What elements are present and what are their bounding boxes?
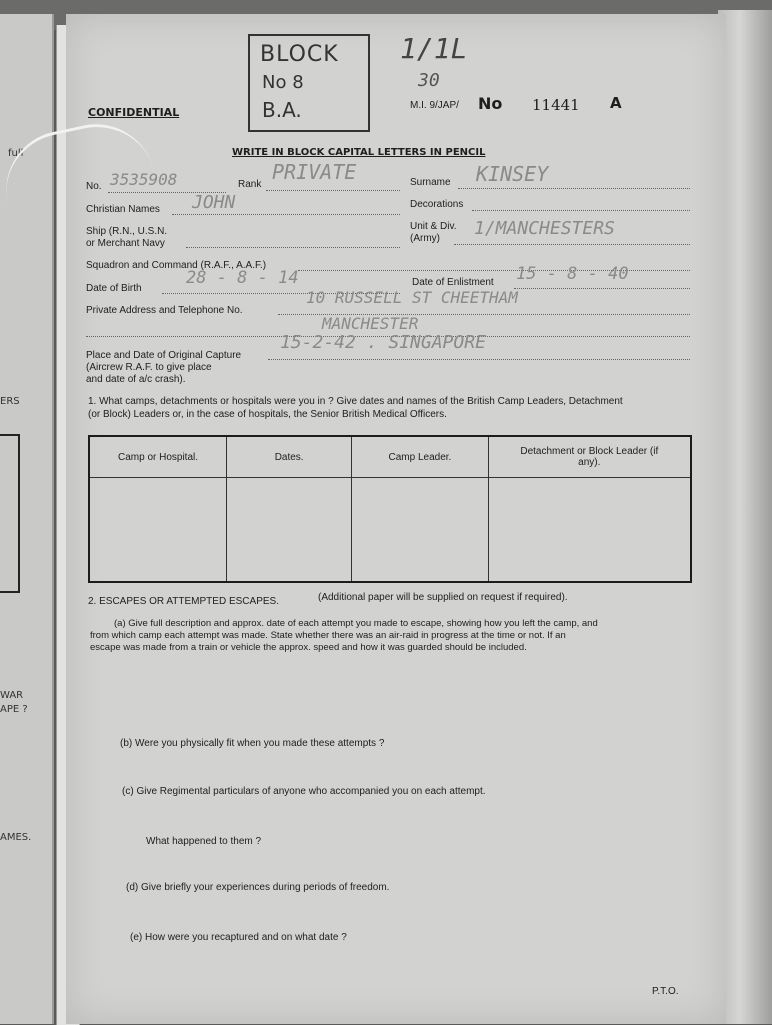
capture-value: 15-2-42 . SINGAPORE	[280, 332, 486, 353]
ship-field-line	[186, 247, 400, 248]
address-value-line2: MANCHESTER	[322, 314, 419, 333]
question-2c-text: (c) Give Regimental particulars of anyone who accompanied you on each attempt.	[122, 786, 486, 797]
rank-value: PRIVATE	[272, 160, 357, 184]
decorations-label: Decorations	[410, 199, 464, 210]
squadron-label: Squadron and Command (R.A.F., A.A.F.)	[86, 260, 267, 271]
christian-names-label: Christian Names	[86, 204, 160, 215]
number-label: No	[478, 94, 503, 113]
question-2e-text: (e) How were you recaptured and on what date ?	[130, 932, 347, 943]
capture-field-line	[268, 359, 690, 360]
date-of-birth-value: 28 - 8 - 14	[186, 268, 299, 288]
question-2b-text: (b) Were you physically fit when you made these attempts ?	[120, 738, 385, 749]
camp-cell	[89, 478, 227, 583]
camp-header: Camp or Hospital.	[89, 436, 227, 478]
left-page-fragment: APE ?	[0, 704, 28, 715]
form-number: 11441	[532, 96, 580, 114]
service-number-value: 3535908	[110, 170, 178, 189]
ship-label: Ship (R.N., U.S.N.	[86, 226, 168, 237]
question-2d-text: (d) Give briefly your experiences during periods of freedom.	[126, 882, 390, 893]
left-page-fragment: ERS	[0, 396, 20, 407]
camp-leader-cell	[352, 478, 488, 583]
surname-field-line	[458, 188, 690, 189]
capture-label: Place and Date of Original Capture	[86, 350, 242, 361]
camp-leader-header: Camp Leader.	[352, 436, 488, 478]
pencil-mark: 1/1L	[400, 32, 468, 65]
date-of-birth-label: Date of Birth	[86, 283, 142, 294]
squadron-field-line	[298, 270, 690, 271]
unit-label: Unit & Div.	[410, 221, 457, 232]
instruction-heading: WRITE IN BLOCK CAPITAL LETTERS IN PENCIL	[232, 147, 486, 158]
ship-label-line2: or Merchant Navy	[86, 238, 165, 249]
pencil-mark: 30	[418, 70, 440, 91]
stamp-line: B.A.	[262, 98, 302, 122]
stamp-line: No 8	[262, 72, 304, 93]
right-page-edges	[718, 10, 772, 1024]
camp-table	[88, 435, 692, 583]
form-suffix: A	[610, 94, 622, 112]
left-page-box	[0, 434, 20, 593]
unit-value: 1/MANCHESTERS	[474, 218, 615, 239]
capture-label-line2: (Aircrew R.A.F. to give place	[86, 362, 212, 373]
no-label: No.	[86, 181, 102, 192]
confidential-label: CONFIDENTIAL	[88, 106, 180, 119]
rank-label: Rank	[238, 179, 262, 190]
unit-label-line2: (Army)	[410, 233, 440, 244]
section-2-note: (Additional paper will be supplied on request if required).	[318, 592, 568, 603]
question-2a-text-line2: from which camp each attempt was made. State whether there was an air-raid in progress at the time or not. If an	[90, 630, 566, 641]
rank-field-line	[266, 190, 400, 191]
decorations-field-line	[472, 210, 690, 211]
address-label: Private Address and Telephone No.	[86, 305, 243, 316]
capture-label-line3: and date of a/c crash).	[86, 374, 186, 385]
question-2a-text-line3: escape was made from a train or vehicle the approx. speed and how it was guarded should be included.	[90, 642, 527, 653]
enlistment-label: Date of Enlistment	[412, 277, 494, 288]
left-page-fragment: WAR	[0, 690, 24, 701]
pto-label: P.T.O.	[652, 986, 679, 997]
christian-names-field-line	[172, 214, 400, 215]
dates-header: Dates.	[227, 436, 352, 478]
left-page-fragment: full	[8, 148, 24, 159]
question-1-text: 1. What camps, detachments or hospitals were you in ? Give dates and names of the British Camp Leaders, Detachment	[88, 396, 623, 407]
form-reference: M.I. 9/JAP/	[410, 100, 459, 111]
detachment-leader-header: Detachment or Block Leader (if any).	[488, 436, 691, 478]
address-value: 10 RUSSELL ST CHEETHAM	[306, 288, 518, 307]
detachment-leader-cell	[488, 478, 691, 583]
enlistment-value: 15 - 8 - 40	[516, 264, 629, 284]
enlistment-field-line	[514, 288, 690, 289]
left-page-fragment: AMES.	[0, 832, 32, 843]
form-sheet	[66, 14, 726, 1024]
surname-label: Surname	[410, 177, 451, 188]
question-1-text-line2: (or Block) Leaders or, in the case of hospitals, the Senior British Medical Officers.	[88, 409, 447, 420]
christian-names-value: JOHN	[192, 192, 236, 213]
unit-field-line	[454, 244, 690, 245]
block-stamp	[248, 34, 370, 132]
question-2c-followup: What happened to them ?	[146, 836, 262, 847]
surname-value: KINSEY	[476, 162, 549, 186]
dates-cell	[227, 478, 352, 583]
stamp-line: BLOCK	[260, 42, 339, 67]
section-2-title: 2. ESCAPES OR ATTEMPTED ESCAPES.	[88, 596, 279, 607]
question-2a-text: (a) Give full description and approx. date of each attempt you made to escape, showing how you left the camp, and	[114, 618, 598, 629]
